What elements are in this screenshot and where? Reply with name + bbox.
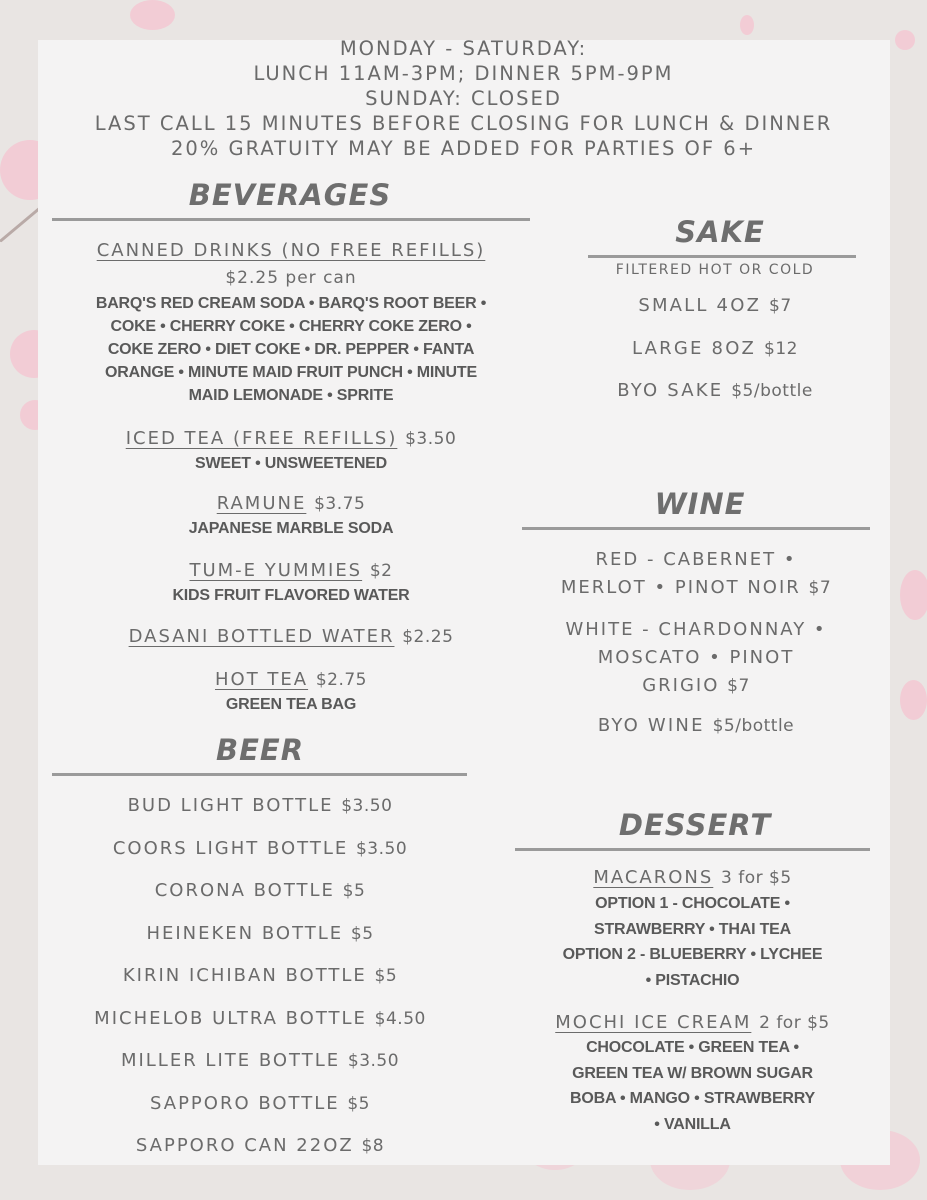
mochi-price: 2 for $5 (759, 1013, 830, 1033)
wine-red-line: RED - CABERNET • (595, 549, 797, 570)
beverages-divider (52, 218, 530, 221)
mochi-line: BOBA • MANGO • STRAWBERRY (569, 1090, 816, 1107)
beer-item: MILLER LITE BOTTLE $3.50 (120, 1050, 400, 1071)
macarons-line: STRAWBERRY • THAI TEA (594, 920, 791, 938)
blossom-decoration (900, 680, 927, 720)
sake-title: SAKE (675, 215, 765, 249)
gratuity-note: 20% GRATUITY MAY BE ADDED FOR PARTIES OF 6+ (170, 137, 757, 160)
wine-white-line: GRIGIO $7 (642, 675, 750, 696)
blossom-decoration (740, 15, 754, 35)
tume-desc: KIDS FRUIT FLAVORED WATER (172, 587, 410, 604)
canned-drinks-line: COKE • CHERRY COKE • CHERRY COKE ZERO • (110, 318, 472, 335)
mochi-item (515, 1012, 870, 1033)
sake-item: SMALL 4OZ $7 (638, 295, 792, 316)
beer-item: CORONA BOTTLE $5 (154, 880, 366, 901)
wine-title: WINE (654, 487, 746, 521)
macarons-item (515, 867, 870, 888)
hours-line: LUNCH 11AM-3PM; DINNER 5PM-9PM (253, 62, 674, 85)
wine-white-line: WHITE - CHARDONNAY • (565, 619, 827, 640)
last-call-note: LAST CALL 15 MINUTES BEFORE CLOSING FOR LUNCH & DINNER (94, 112, 833, 135)
macarons-line: OPTION 2 - BLUEBERRY • LYCHEE (562, 946, 823, 963)
ramune-name: RAMUNE (216, 493, 307, 514)
wine-red (522, 546, 870, 602)
beer-item: COORS LIGHT BOTTLE $3.50 (112, 838, 408, 859)
beer-item: SAPPORO CAN 22OZ $8 (135, 1135, 385, 1156)
blossom-decoration (900, 570, 927, 620)
macarons-list (515, 891, 870, 993)
wine-divider (522, 527, 870, 530)
mochi-list (515, 1035, 870, 1137)
sake-divider (588, 255, 856, 258)
ramune-price: $3.75 (314, 494, 366, 514)
hours-line: SUNDAY: CLOSED (365, 87, 562, 110)
beer-item: BUD LIGHT BOTTLE $3.50 (127, 795, 393, 816)
beer-divider (52, 773, 467, 776)
iced-tea-desc: SWEET • UNSWEETENED (194, 455, 388, 472)
hours-header (0, 36, 927, 161)
beer-title: BEER (215, 733, 305, 767)
tume-name: TUM-E YUMMIES (189, 560, 363, 581)
hot-tea-desc: GREEN TEA BAG (225, 696, 357, 713)
canned-drinks-line: BARQ'S RED CREAM SODA • BARQ'S ROOT BEER • (95, 295, 487, 312)
wine-white-line: MOSCATO • PINOT (597, 647, 795, 668)
beer-item: SAPPORO BOTTLE $5 (150, 1093, 370, 1114)
dasani-item (52, 626, 530, 647)
hot-tea-price: $2.75 (315, 670, 367, 690)
beer-item: KIRIN ICHIBAN BOTTLE $5 (122, 965, 398, 986)
beer-item: MICHELOB ULTRA BOTTLE $4.50 (94, 1008, 426, 1029)
mochi-line: • VANILLA (654, 1115, 731, 1133)
mochi-name: MOCHI ICE CREAM (555, 1012, 752, 1033)
canned-drinks-line: COKE ZERO • DIET COKE • DR. PEPPER • FANTA (107, 341, 475, 358)
byo-wine: BYO WINE $5/bottle (597, 715, 795, 736)
ramune-item (52, 493, 530, 514)
ramune-desc: JAPANESE MARBLE SODA (188, 520, 394, 537)
macarons-price: 3 for $5 (721, 868, 792, 888)
canned-drinks-name: CANNED DRINKS (NO FREE REFILLS) (96, 240, 486, 261)
dessert-title: DESSERT (618, 808, 772, 842)
canned-drinks-price: $2.25 per can (225, 268, 357, 288)
canned-drinks-line: MAID LEMONADE • SPRITE (188, 387, 394, 404)
macarons-line: • PISTACHIO (645, 971, 740, 989)
macarons-name: MACARONS (593, 867, 714, 888)
canned-drinks-list (52, 292, 530, 407)
hot-tea-name: HOT TEA (214, 669, 309, 690)
blossom-decoration (130, 0, 175, 30)
dessert-divider (515, 848, 870, 851)
iced-tea-item (52, 428, 530, 449)
mochi-line: GREEN TEA W/ BROWN SUGAR (572, 1064, 813, 1082)
tume-item (52, 560, 530, 581)
sake-item: BYO SAKE $5/bottle (617, 380, 813, 401)
hot-tea-item (52, 669, 530, 690)
iced-tea-price: $3.50 (405, 429, 457, 449)
dasani-price: $2.25 (402, 627, 454, 647)
mochi-line: CHOCOLATE • GREEN TEA • (586, 1039, 799, 1056)
sake-item: LARGE 8OZ $12 (632, 338, 798, 359)
wine-white (522, 616, 870, 700)
iced-tea-name: ICED TEA (FREE REFILLS) (125, 428, 398, 449)
beer-item: HEINEKEN BOTTLE $5 (146, 923, 374, 944)
beverages-title: BEVERAGES (188, 178, 392, 212)
canned-drinks-line: ORANGE • MINUTE MAID FRUIT PUNCH • MINUTE (105, 364, 477, 381)
wine-red-line: MERLOT • PINOT NOIR $7 (560, 577, 832, 598)
dasani-name: DASANI BOTTLED WATER (128, 626, 395, 647)
tume-price: $2 (369, 561, 393, 581)
hours-line: MONDAY - SATURDAY: (339, 37, 588, 60)
sake-subtitle: FILTERED HOT OR COLD (615, 262, 815, 278)
macarons-line: OPTION 1 - CHOCOLATE • (595, 895, 790, 912)
